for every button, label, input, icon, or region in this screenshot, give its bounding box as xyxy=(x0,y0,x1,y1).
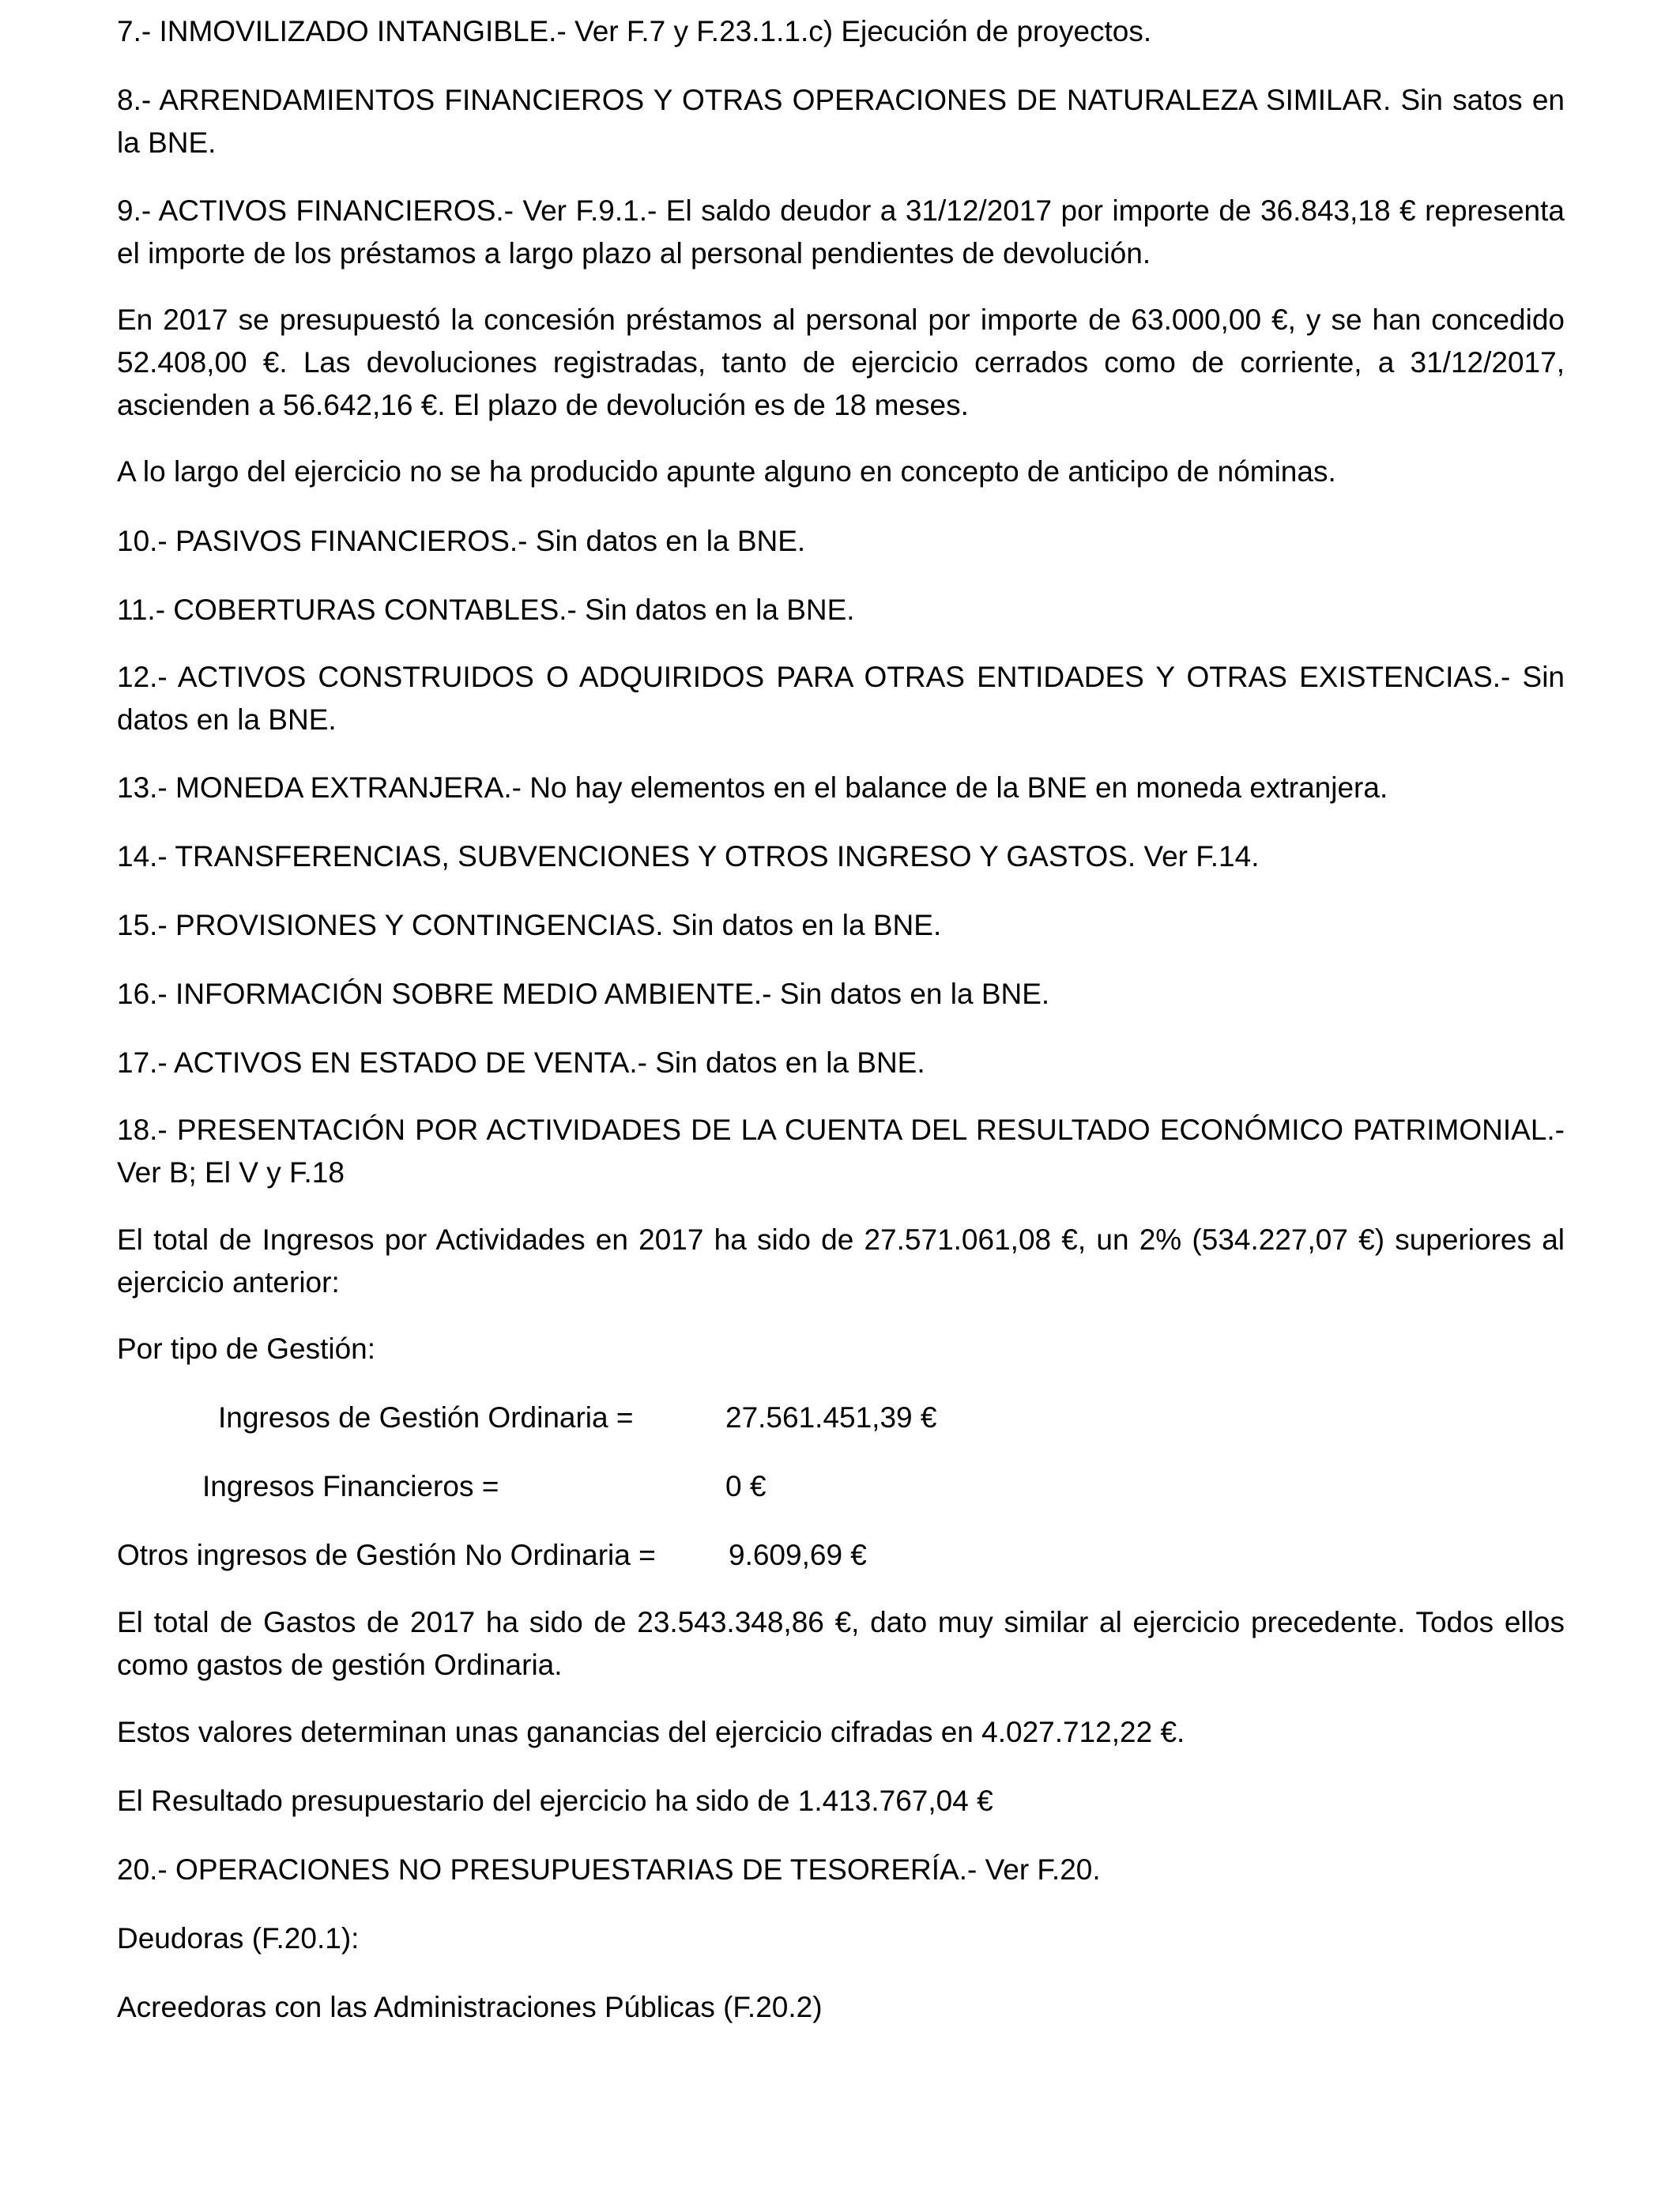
document-page xyxy=(117,0,1565,2194)
section-13-paragraph: 13.- MONEDA EXTRANJERA.- No hay elementos en el balance de la BNE en moneda extranjera. xyxy=(117,771,1388,804)
profit-paragraph: Estos valores determinan unas ganancias del ejercicio cifradas en 4.027.712,22 €. xyxy=(117,1716,1185,1748)
management-type-heading: Por tipo de Gestión: xyxy=(117,1333,376,1365)
financial-income-value: 0 € xyxy=(725,1470,767,1502)
financial-income-label: Ingresos Financieros = xyxy=(202,1470,499,1502)
section-11-paragraph: 11.- COBERTURAS CONTABLES.- Sin datos en la BNE. xyxy=(117,594,855,626)
section-15-paragraph: 15.- PROVISIONES Y CONTINGENCIAS. Sin datos en la BNE. xyxy=(117,909,942,941)
ordinary-income-label: Ingresos de Gestión Ordinaria = xyxy=(218,1401,634,1434)
section-10-paragraph: 10.- PASIVOS FINANCIEROS.- Sin datos en la BNE. xyxy=(117,525,806,557)
payroll-advance-paragraph: A lo largo del ejercicio no se ha producido apunte alguno en concepto de anticipo de nóminas. xyxy=(117,455,1336,488)
debtors-paragraph: Deudoras (F.20.1): xyxy=(117,1922,360,1955)
section-12-paragraph: 12.- ACTIVOS CONSTRUIDOS O ADQUIRIDOS PARA OTRAS ENTIDADES Y OTRAS EXISTENCIAS.- Sin datos en la BNE. xyxy=(117,661,1565,736)
income-total-paragraph: El total de Ingresos por Actividades en 2017 ha sido de 27.571.061,08 €, un 2% (534.227,07 €) superiores al ejercicio anterior: xyxy=(117,1223,1565,1299)
section-9-paragraph: 9.- ACTIVOS FINANCIEROS.- Ver F.9.1.- El saldo deudor a 31/12/2017 por importe de 36.843,18 € representa el importe de los préstamos a largo plazo al personal pendientes de devolución. xyxy=(117,194,1565,270)
non-ordinary-income-value: 9.609,69 € xyxy=(729,1539,867,1571)
section-8-paragraph: 8.- ARRENDAMIENTOS FINANCIEROS Y OTRAS OPERACIONES DE NATURALEZA SIMILAR. Sin satos en la BNE. xyxy=(117,84,1565,159)
section-7-paragraph: 7.- INMOVILIZADO INTANGIBLE.- Ver F.7 y F.23.1.1.c) Ejecución de proyectos. xyxy=(117,15,1152,47)
section-18-paragraph: 18.- PRESENTACIÓN POR ACTIVIDADES DE LA CUENTA DEL RESULTADO ECONÓMICO PATRIMONIAL.- Ver B; El V y F.18 xyxy=(117,1114,1565,1189)
non-ordinary-income-label: Otros ingresos de Gestión No Ordinaria = xyxy=(117,1539,656,1571)
budget-result-paragraph: El Resultado presupuestario del ejercicio ha sido de 1.413.767,04 € xyxy=(117,1785,993,1817)
section-17-paragraph: 17.- ACTIVOS EN ESTADO DE VENTA.- Sin datos en la BNE. xyxy=(117,1046,925,1079)
section-16-paragraph: 16.- INFORMACIÓN SOBRE MEDIO AMBIENTE.- Sin datos en la BNE. xyxy=(117,978,1050,1010)
expenses-total-paragraph: El total de Gastos de 2017 ha sido de 23.543.348,86 €, dato muy similar al ejercicio precedente. Todos ellos como gastos de gestión Ordinaria. xyxy=(117,1606,1565,1681)
creditors-paragraph: Acreedoras con las Administraciones Públicas (F.20.2) xyxy=(117,1991,823,2023)
loans-paragraph: En 2017 se presupuestó la concesión préstamos al personal por importe de 63.000,00 €, y se han concedido 52.408,00 €. Las devoluciones registradas, tanto de ejercicio cerrados como de corriente, a 31/12/2017, ascienden a 56.642,16 €. El plazo de devolución es de 18 meses. xyxy=(117,303,1565,421)
section-20-paragraph: 20.- OPERACIONES NO PRESUPUESTARIAS DE TESORERÍA.- Ver F.20. xyxy=(117,1853,1101,1886)
section-14-paragraph: 14.- TRANSFERENCIAS, SUBVENCIONES Y OTROS INGRESO Y GASTOS. Ver F.14. xyxy=(117,840,1260,873)
ordinary-income-value: 27.561.451,39 € xyxy=(725,1401,937,1434)
